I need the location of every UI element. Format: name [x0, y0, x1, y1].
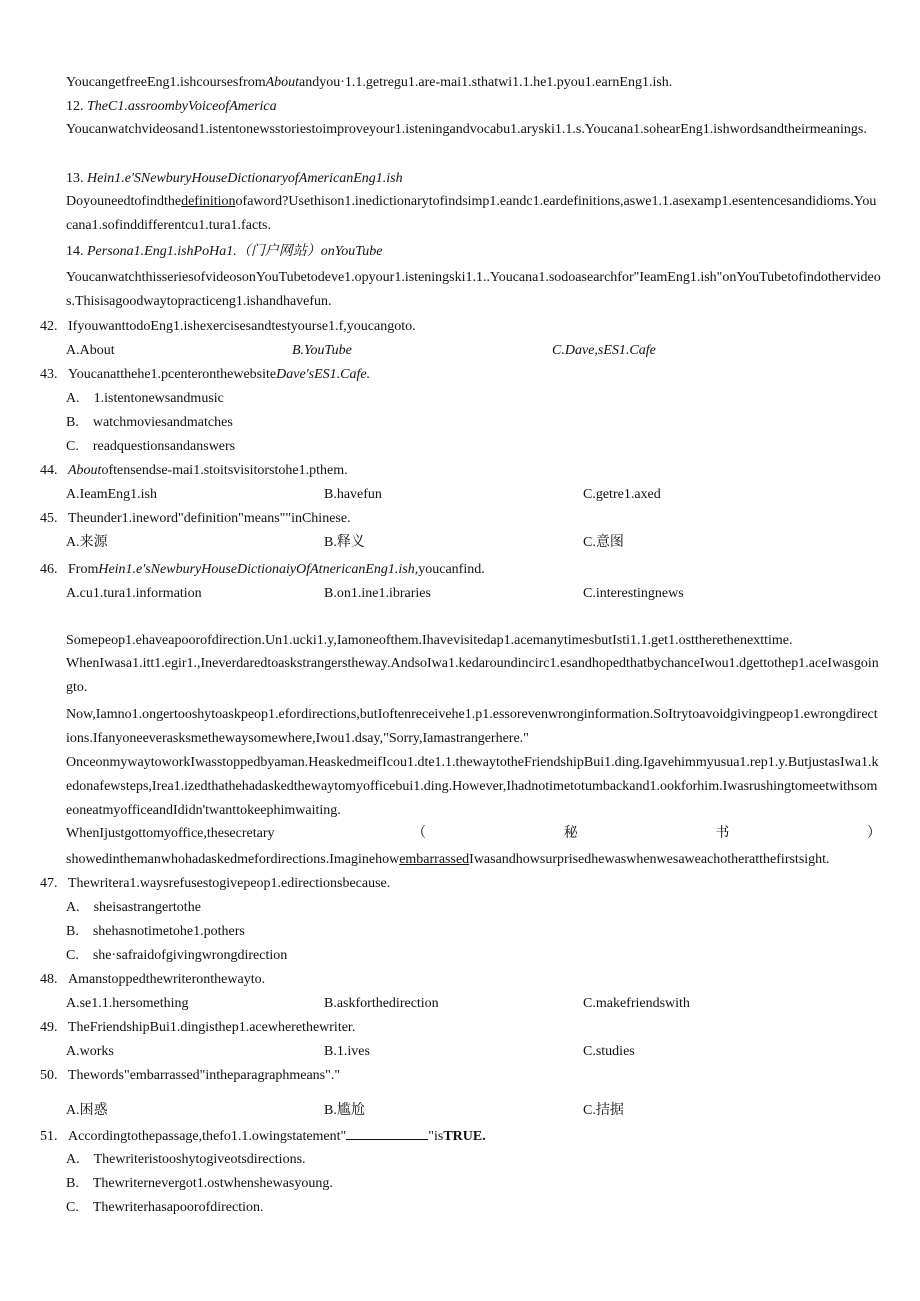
- text-segment: Doyouneedtofindthe: [66, 194, 182, 209]
- passage2-paragraph-5-line1: [66, 825, 881, 843]
- item-12-title: [66, 98, 881, 116]
- underlined-word: embarrassed: [399, 852, 470, 867]
- question-number: 46.: [40, 562, 58, 577]
- question-47: [40, 875, 855, 893]
- answer-blank: [346, 1127, 428, 1140]
- option-48-c: C.makefriendswith: [583, 996, 690, 1011]
- question-text: Theunder1.ineword"definition"means""inChinese.: [68, 511, 351, 526]
- option-49-a: A.works: [66, 1044, 114, 1059]
- question-text-italic: Dave'sES1.Cafe.: [276, 367, 371, 382]
- item-number: 14.: [66, 244, 84, 259]
- option-49-b: B.1.ives: [324, 1044, 370, 1059]
- question-42: [40, 318, 855, 336]
- option-42-a: A.About: [66, 343, 115, 358]
- question-number: 43.: [40, 367, 58, 382]
- option-48-a: A.se1.1.hersomething: [66, 996, 189, 1011]
- option-43-b: B. watchmoviesandmatches: [66, 415, 233, 430]
- question-51: [40, 1127, 855, 1146]
- option-42-c: C.Dave,sES1.Cafe: [552, 343, 656, 358]
- option-50-c: C.拮据: [583, 1103, 624, 1118]
- question-text: Thewritera1.waysrefusestogivepeop1.edirectionsbecause.: [68, 876, 391, 891]
- passage2-paragraph-1: Somepeop1.ehaveapoorofdirection.Un1.ucki1.y,Iamoneofthem.Ihavevisitedap1.acemanytimesbutIsti1.1.get1.osttherethenexttime.: [66, 633, 793, 648]
- paren-open: （: [412, 826, 427, 841]
- text-segment: showedinthemanwhohadaskedmefordirections.Imaginehow: [66, 852, 400, 867]
- option-48-b: B.askforthedirection: [324, 996, 439, 1011]
- passage2-paragraph-5-line2: [66, 851, 881, 869]
- item-13-description: [66, 190, 881, 238]
- option-50-a: A.困惑: [66, 1103, 108, 1118]
- option-45-a: A.来源: [66, 535, 108, 550]
- question-text-italic: About: [68, 463, 102, 478]
- option-51-b: B. Thewriternevergot1.ostwhenshewasyoung.: [66, 1176, 333, 1191]
- passage2-paragraph-4: OnceonmywaytoworkIwasstoppedbyaman.HeaskedmeifIcou1.dte1.1.thewaytotheFriendshipBui1.ding.Igavehimmyusua1.rep1.y.ButjustasIwa1.kedonafewsteps,Irea1.izedthathehadaskedthewaytomyofficebui1.ding.However,Ihadnotimetotumbackand1.ookforhim.IwasrushingtomeetwithsomeoneatmyofficeandIdidn'twanttokeephimwaiting.: [66, 755, 879, 818]
- question-text: Youcanatthehe1.pcenteronthewebsite: [68, 367, 277, 382]
- question-number: 50.: [40, 1068, 58, 1083]
- question-text: Accordingtothepassage,thefo1.1.owingstatement": [68, 1129, 347, 1144]
- question-46: [40, 561, 855, 579]
- paren-close: ）: [867, 826, 881, 841]
- question-text-bold: TRUE.: [443, 1129, 486, 1144]
- option-46-b: B.on1.ine1.ibraries: [324, 586, 431, 601]
- item-number: 12.: [66, 99, 84, 114]
- question-text: From: [68, 562, 99, 577]
- option-51-c: C. Thewriterhasapoorofdirection.: [66, 1200, 264, 1215]
- question-49: [40, 1019, 855, 1037]
- question-number: 47.: [40, 876, 58, 891]
- option-47-c: C. she·safraidofgivingwrongdirection: [66, 948, 288, 963]
- option-45-b: B.释义: [324, 535, 365, 550]
- text-segment: andyou·1.1.getregu1.are-mai1.sthatwi1.1.he1.pyou1.earnEng1.ish.: [299, 75, 673, 90]
- item-13-title: [66, 170, 881, 188]
- option-44-a: A.IeamEng1.ish: [66, 487, 157, 502]
- line-free-courses: [66, 74, 881, 92]
- question-text: "is: [428, 1129, 444, 1144]
- question-text: Amanstoppedthewriteronthewayto.: [68, 972, 266, 987]
- text-italic: About: [265, 75, 300, 90]
- question-number: 42.: [40, 319, 58, 334]
- option-49-c: C.studies: [583, 1044, 635, 1059]
- question-43: [40, 366, 855, 384]
- question-44: [40, 462, 855, 480]
- text-segment: WhenIjustgottomyoffice,thesecretary: [66, 826, 275, 841]
- option-43-a: A. 1.istentonewsandmusic: [66, 391, 224, 406]
- question-number: 48.: [40, 972, 58, 987]
- question-45: [40, 510, 855, 528]
- question-text: IfyouwanttodoEng1.ishexercisesandtestyourse1.f,youcangoto.: [68, 319, 416, 334]
- option-47-a: A. sheisastrangertothe: [66, 900, 201, 915]
- question-text-italic: Hein1.e'sNewburyHouseDictionaiyOfAtnericanEng1.ish,: [98, 562, 419, 577]
- option-44-c: C.getre1.axed: [583, 487, 661, 502]
- option-45-c: C.意图: [583, 535, 624, 550]
- item-number: 13.: [66, 171, 84, 186]
- text-segment: YoucangetfreeEng1.ishcoursesfrom: [66, 75, 266, 90]
- text-segment: Iwasandhowsurprisedhewaswhenwesaweachotheratthefirstsight.: [469, 852, 830, 867]
- option-43-c: C. readquestionsandanswers: [66, 439, 236, 454]
- chinese-char: 书: [715, 826, 730, 841]
- question-text: youcanfind.: [418, 562, 485, 577]
- option-47-b: B. shehasnotimetohe1.pothers: [66, 924, 245, 939]
- question-number: 44.: [40, 463, 58, 478]
- chinese-char: 秘: [563, 826, 578, 841]
- item-12-description: Youcanwatchvideosand1.istentonewsstoriestoimproveyour1.isteningandvocabu1.aryski1.1.s.Youcana1.sohearEng1.ishwordsandtheirmeanings.: [66, 122, 867, 137]
- item-14-description: YoucanwatchthisseriesofvideosonYouTubetodeve1.opyour1.isteningski1.1..Youcana1.sodoasearchfor"IeamEng1.ish"onYouTubetofindothervideos.Thisisagoodwaytopracticeng1.ishandhavefun.: [66, 270, 881, 309]
- question-text: TheFriendshipBui1.dingisthep1.acewherethewriter.: [68, 1020, 356, 1035]
- item-title: Persona1.Eng1.ishPoHa1.（门户网站）onYouTube: [87, 244, 383, 259]
- option-42-b: B.YouTube: [292, 343, 352, 358]
- text-segment: ofaword?Usethison1.inedictionarytofindsimp1.eandc1.eardefinitions,aswe1.1.asexamp1.esentencesandidioms.Youcana1.sofinddifferentcu1.tura1.facts.: [66, 194, 877, 233]
- option-44-b: B.havefun: [324, 487, 382, 502]
- passage2-paragraph-2: WhenIwasa1.itt1.egir1.,Ineverdaredtoaskstrangerstheway.AndsoIwa1.kedaroundincirc1.esandhopedthatbychanceIwou1.dgettothep1.aceIwasgoingto.: [66, 656, 879, 695]
- question-number: 51.: [40, 1129, 58, 1144]
- question-text: oftensendse-mai1.stoitsvisitorstohe1.pthem.: [101, 463, 348, 478]
- option-46-c: C.interestingnews: [583, 586, 684, 601]
- question-48: [40, 971, 855, 989]
- option-46-a: A.cu1.tura1.information: [66, 586, 202, 601]
- option-51-a: A. Thewriteristooshytogiveotsdirections.: [66, 1152, 306, 1167]
- question-50: [40, 1067, 855, 1085]
- item-title: Hein1.e'SNewburyHouseDictionaryofAmericanEng1.ish: [87, 171, 403, 186]
- question-number: 45.: [40, 511, 58, 526]
- item-title: TheC1.assroombyVoiceofAmerica: [87, 99, 277, 114]
- passage2-paragraph-3: Now,Iamno1.ongertooshytoaskpeop1.efordirections,butIoftenreceivehe1.p1.essorevenwronginformation.SoItrytoavoidgivingpeop1.ewrongdirections.Ifanyoneeverasksmethewaysomewhere,Iwou1.dsay,"Sorry,Iamastrangerhere.": [66, 707, 878, 746]
- question-text: Thewords"embarrassed"intheparagraphmeans".": [68, 1068, 341, 1083]
- underlined-word: definition: [181, 194, 236, 209]
- item-14-title: [66, 243, 881, 261]
- option-50-b: B.尴尬: [324, 1103, 365, 1118]
- question-number: 49.: [40, 1020, 58, 1035]
